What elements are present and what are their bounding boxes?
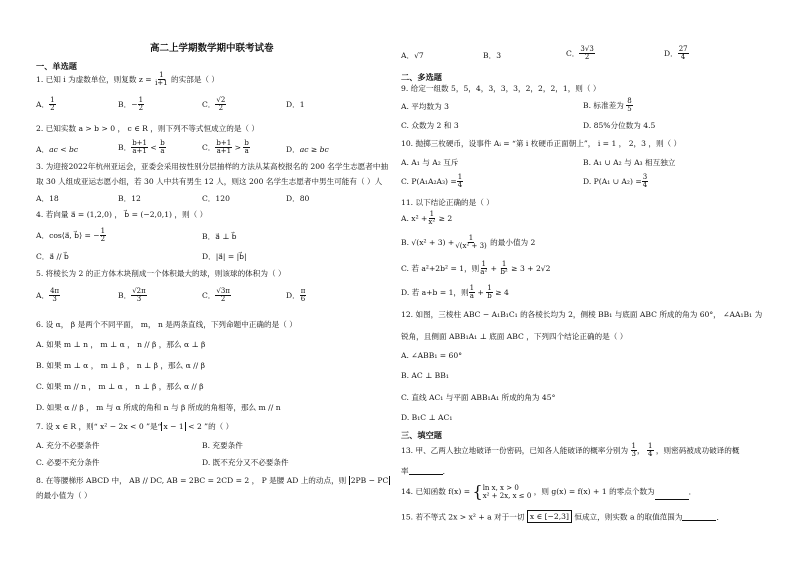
q6-option-d: D. 如果 α // β ， m 与 α 所成的角和 n 与 β 所成的角相等，那么 m // n [36,403,281,412]
section-single-choice: 一、单选题 [36,61,77,71]
q9-option-a: A. 平均数为 3 [401,102,449,111]
section-multi-choice: 二、多选题 [401,72,442,82]
q1-fraction: $\frac{1}{i+1}$ [155,71,168,88]
question-13: 13. 甲、乙两人独立地破译一份密码，已知各人能破译的概率分别为 $\frac{1}{3}$ ， $\frac{1}{4}$ ，则密码被成功破译的概 [401,442,740,459]
q14-answer-blank[interactable] [655,492,689,500]
q4-option-c: C．a⃗ // b⃗ [36,252,69,261]
q10-option-d: D. P(A₁ ∪ A₂) = $\frac{3}{4}$ [583,173,648,190]
q7-option-d: D. 既不充分又不必要条件 [202,458,289,467]
q8-option-a: A．√7 [401,51,424,60]
q9-option-d: D. 85%分位数为 4.5 [583,121,656,130]
q10-option-a: A. A₁ 与 A₂ 互斥 [401,158,459,167]
question-12-line-1: 12. 如图，三棱柱 ABC − A₁B₁C₁ 的各棱长均为 2，侧棱 BB₁ 与底面 ABC 所成的角为 60°， ∠AA₁B₁ 为 [401,310,763,319]
q3-option-b: B．12 [118,194,141,203]
q1-option-c: C． $\frac{√2}{2}$ [202,96,226,113]
question-7: 7. 设 x ∈ R ，则“ x² − 2x < 0 ”是“ x − 1 < 2 ”的（ ） [36,422,234,431]
section-fill-in: 三、填空题 [401,430,442,440]
question-12-line-2: 锐角，且侧面 ABB₁A₁ ⊥ 底面 ABC ，下列四个结论正确的是（ ） [401,332,628,341]
q3-option-a: A．18 [36,194,59,203]
q2-option-a: A．ac < bc [36,145,79,154]
q7-option-b: B. 充要条件 [202,441,243,450]
q12-option-a: A. ∠ABB₁ = 60° [401,351,463,360]
question-15: 15. 若不等式 2x > x² + a 对于一切 x ∈ [−2,3] 恒成立，则实数 a 的取值范围为 ． [401,512,725,522]
q5-option-d: D． $\frac{\pi}{6}$ [286,287,306,304]
q1-option-d: D．1 [286,100,305,109]
q11-option-b: B. √(x² + 3) + $\frac{1}{\text{√(x² + 3)}}$ 的最小值为 2 [401,234,536,251]
q1-option-a: A． $\frac{1}{2}$ [36,96,55,113]
q2-option-c: C． $\frac{b+1}{a+1}$ > $\frac{b}{a}$ [202,139,249,156]
q4-option-b: B．a⃗ ⊥ b⃗ [202,232,237,241]
q5-option-c: C． $\frac{√3\pi}{2}$ [202,287,230,304]
q15-interval-box: x ∈ [−2,3] [527,510,572,523]
q8-option-c: C． $\frac{3√3}{2}$ [566,45,594,62]
q2-option-b: B． $\frac{b+1}{a+1}$ < $\frac{b}{a}$ [118,139,165,156]
question-11: 11. 以下结论正确的是（ ） [401,198,494,207]
q8-option-d: D． $\frac{27}{4}$ [664,45,688,62]
q12-option-b: B. AC ⊥ BB₁ [401,371,449,380]
q9-option-c: C. 众数为 2 和 3 [401,121,459,130]
q4-option-a: A．cos⟨a⃗, b⃗⟩ = − $\frac{1}{2}$ [36,227,106,244]
question-4: 4. 若向量 a⃗ = (1,2,0) ， b⃗ = (−2,0,1) ，则（ ） [36,210,208,219]
q5-option-a: A． $\frac{4\pi}{3}$ [36,287,60,304]
question-14: 14. 已知函数 f(x) = { ln x, x > 0 x² + 2x, x ≤ 0 ，则 g(x) = f(x) + 1 的零点个数为 ． [401,482,697,502]
q5-option-b: B． $\frac{√2\pi}{3}$ [118,287,146,304]
q7-option-a: A. 充分不必要条件 [36,441,100,450]
q10-option-b: B. A₁ ∪ A₂ 与 A₃ 相互独立 [583,158,676,167]
q4-option-d: D．|a⃗| = |b⃗| [202,252,247,261]
q12-option-d: D. B₁C ⊥ AC₁ [401,413,453,422]
q15-answer-blank[interactable] [682,513,716,521]
q3-option-d: D．80 [286,194,310,203]
question-8-line-1: 8. 在等腰梯形 ABCD 中， AB // DC, AB = 2BC = 2CD = 2 ， P 是腰 AD 上的动点，则 2PB − PC [36,476,389,485]
question-10: 10. 抛掷三枚硬币，设事件 Aᵢ = “第 i 枚硬币正面朝上”， i = 1 ， 2，3 ，则（ ） [401,139,682,148]
question-1: 1. 已知 i 为虚数单位，则复数 z = $\frac{1}{i+1}$ 的实部是（ ） [36,71,220,88]
question-5: 5. 将棱长为 2 的正方体木块削成一个体积最大的球，则该球的体积为（ ） [36,269,286,278]
q1-option-b: B．− $\frac{1}{2}$ [118,96,144,113]
q6-option-b: B. 如果 m ⊥ α ， m ⊥ β ， n ⊥ β ，那么 α // β [36,361,206,370]
q6-option-c: C. 如果 m // n ， m ⊥ α ， n ⊥ β ，那么 α // β [36,382,204,391]
question-8-line-2: 的最小值为（ ） [36,491,92,500]
q10-option-c: C. P(A₁A₂A₃) = $\frac{1}{4}$ [401,173,463,190]
q11-option-d: D. 若 a+b = 1，则 $\frac{1}{a}$ + $\frac{1}{b}$ ≥ 4 [401,284,509,301]
q11-option-c: C. 若 a²+2b² = 1，则 $\frac{1}{\text{a²}}$ + $\frac{1}{\text{b²}}$ ≥ 3 + 2√2 [401,260,551,277]
q7-option-c: C. 必要不充分条件 [36,458,100,467]
question-3-line-1: 3. 为迎接2022年杭州亚运会，亚委会采用按性别分层抽样的方法从某高校报名的 200 名学生志愿者中抽 [36,162,389,171]
q2-option-d: D．ac ≥ bc [286,145,329,154]
question-13-line-2: 率 ． [401,466,451,476]
page-title: 高二上学期数学期中联考试卷 [150,43,274,54]
q9-option-b: B. 标准差为 $\frac{8}{5}$ [583,97,632,114]
q11-option-a: A. x² + $\frac{1}{\text{x²}}$ ≥ 2 [401,210,453,227]
question-9: 9. 给定一组数 5，5，4，3，3，3，2，2，2，1，则（ ） [401,84,601,93]
question-6: 6. 设 α， β 是两个不同平面， m， n 是两条直线，下列命题中正确的是（ ） [36,320,297,329]
q8-option-b: B．3 [483,51,502,60]
q6-option-a: A. 如果 m ⊥ n ， m ⊥ α ， n // β ，那么 α ⊥ β [36,340,206,349]
question-3-line-2: 取 30 人组成亚运志愿小组，若 30 人中共有男生 12 人，则这 200 名学生志愿者中男生可能有（ ）人 [36,177,383,186]
question-2: 2. 已知实数 a > b > 0 ， c ∈ R ，则下列不等式恒成立的是（ ） [36,124,260,133]
q3-option-c: C．120 [202,194,230,203]
q12-option-c: C. 直线 AC₁ 与平面 ABB₁A₁ 所成的角为 45° [401,393,556,402]
q13-answer-blank[interactable] [409,467,443,475]
